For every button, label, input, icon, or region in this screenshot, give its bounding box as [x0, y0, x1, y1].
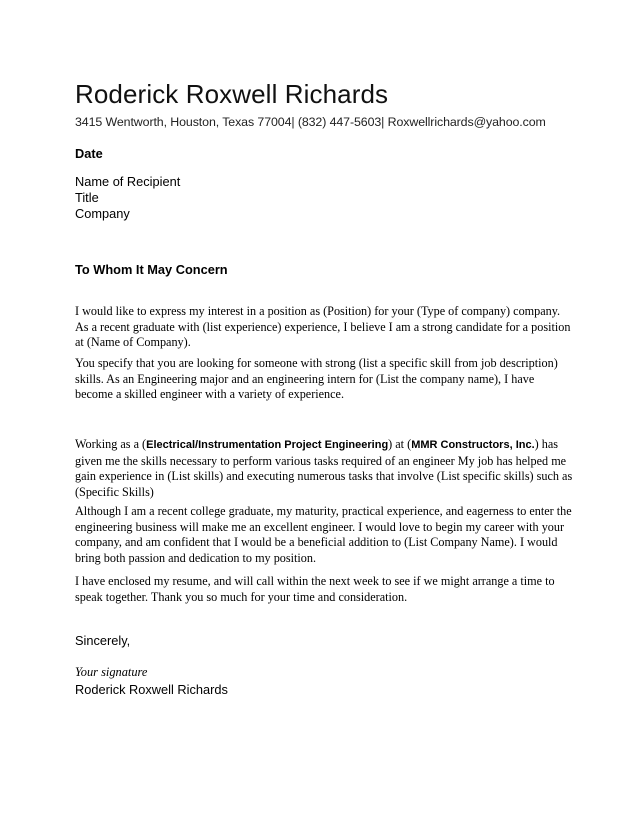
salutation: To Whom It May Concern [75, 262, 228, 277]
closing: Sincerely, [75, 633, 131, 648]
body-paragraph-2: You specify that you are looking for someone with strong (list a specific skill from job description) skills. As an Engineering major and an engineering intern for (List the company name), I have become a skilled engineer with a variety of experience. [75, 356, 558, 401]
date-line: Date [75, 146, 103, 161]
recipient-name: Name of Recipient [75, 174, 181, 189]
job-role: Electrical/Instrumentation Project Engineering [146, 439, 389, 451]
recipient-title: Title [75, 190, 99, 205]
paragraph-3-rest: ) has given me the skills necessary to perform various tasks required of an engineer My job has helped me gain experience in (List skills) and executing numerous tasks that involve (List specific skills) such as (Specific Skills) [75, 437, 573, 499]
employer-name: MMR Constructors, Inc. [411, 439, 535, 451]
body-paragraph-3 [75, 437, 575, 500]
body-paragraph-5: I have enclosed my resume, and will call within the next week to see if we might arrange a time to speak together. Thank you so much for your time and consideration. [75, 574, 555, 604]
recipient-block [75, 174, 180, 222]
signature-name: Roderick Roxwell Richards [75, 682, 228, 697]
paragraph-3-intro: Working as a ( [75, 437, 147, 451]
signature-placeholder: Your signature [75, 665, 148, 679]
body-paragraph-1: I would like to express my interest in a position as (Position) for your (Type of company) company. As a recent graduate with (list experience) experience, I believe I am a strong candidate for a position at (Name of Company). [75, 304, 571, 349]
body-paragraph-4: Although I am a recent college graduate, my maturity, practical experience, and eagerness to enter the engineering business will make me an excellent engineer. I would love to begin my career with your company, and am confident that I would be a beneficial addition to (List Company Name). I would bring both passion and dedication to my position. [75, 504, 572, 565]
sender-contact-line: 3415 Wentworth, Houston, Texas 77004| (832) 447-5603| Roxwellrichards@yahoo.com [75, 115, 546, 129]
paragraph-3-connector: ) at ( [388, 437, 412, 451]
recipient-company: Company [75, 206, 130, 221]
sender-name: Roderick Roxwell Richards [75, 79, 389, 109]
